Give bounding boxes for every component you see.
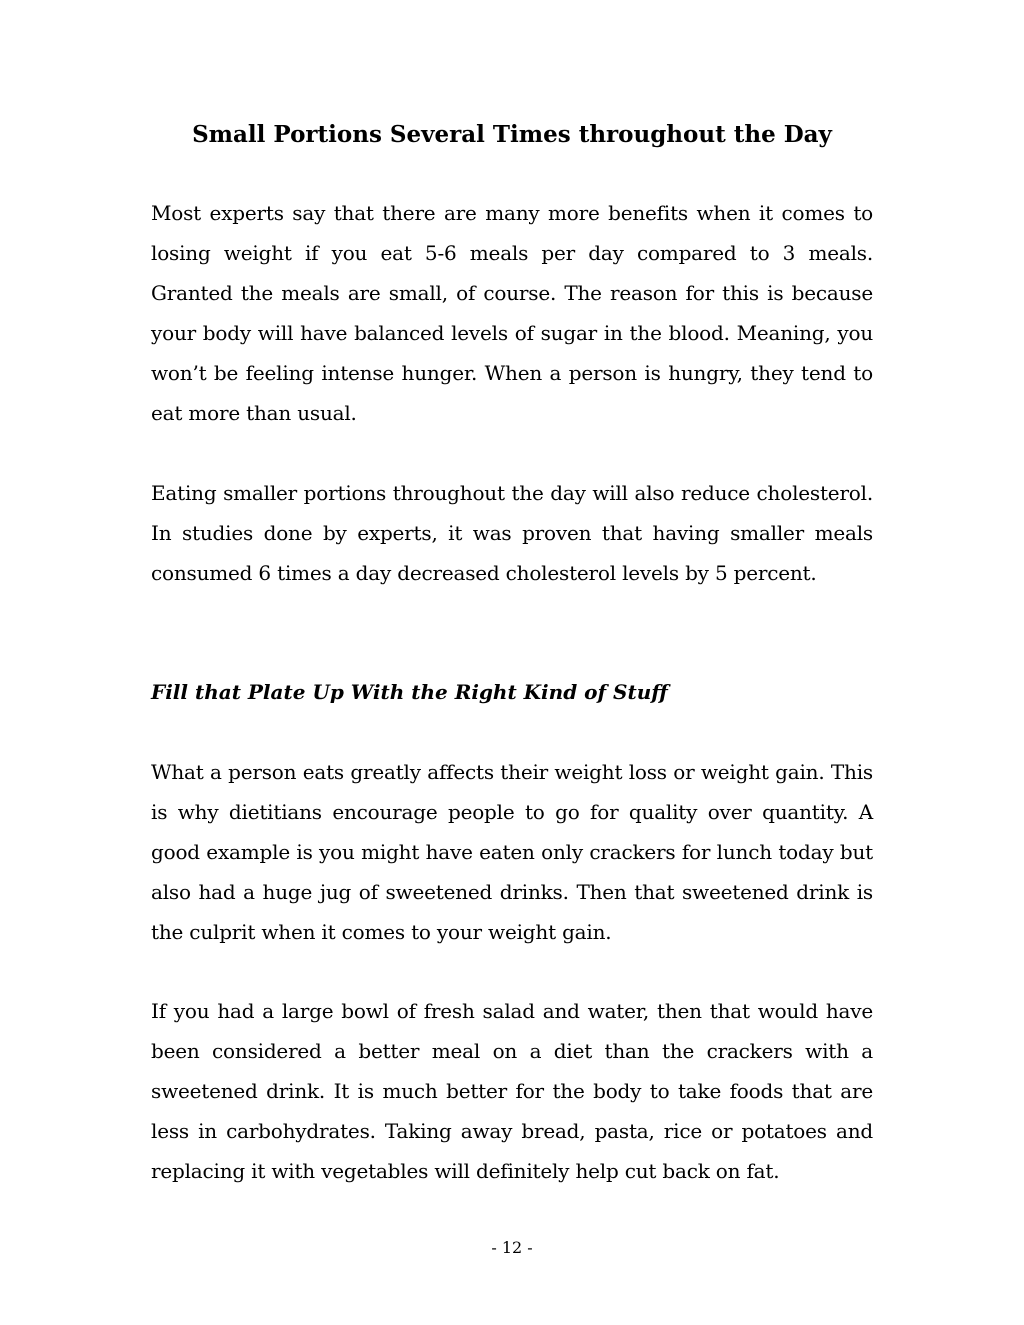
paragraph-quality-over-quantity: What a person eats greatly affects their weight loss or weight gain. This is why dietitians encourage people to go for quality over quantity. A good example is you might have eaten only crackers for lunch today but also had a huge jug of sweetened drinks. Then that sweetened drink is the culprit when it comes to your weight gain. [151, 760, 873, 944]
section-subheading: Fill that Plate Up With the Right Kind of Stuff [151, 680, 668, 704]
paragraph-cholesterol: Eating smaller portions throughout the day will also reduce cholesterol. In studies done by experts, it was proven that having smaller meals consumed 6 times a day decreased cholesterol levels by 5 percent. [151, 481, 873, 585]
page-title: Small Portions Several Times throughout the Day [192, 121, 832, 148]
paragraph-meal-frequency: Most experts say that there are many more benefits when it comes to losing weight if you eat 5-6 meals per day compared to 3 meals. Granted the meals are small, of course. The reason for this is because your body will have balanced levels of sugar in the blood. Meaning, you won’t be feeling intense hunger. When a person is hungry, they tend to eat more than usual. [151, 201, 873, 425]
page-number: - 12 - [491, 1238, 533, 1257]
paragraph-salad-example: If you had a large bowl of fresh salad and water, then that would have been considered a better meal on a diet than the crackers with a sweetened drink. It is much better for the body to take foods that are less in carbohydrates. Taking away bread, pasta, rice or potatoes and replacing it with vegetables will definitely help cut back on fat. [151, 999, 873, 1183]
